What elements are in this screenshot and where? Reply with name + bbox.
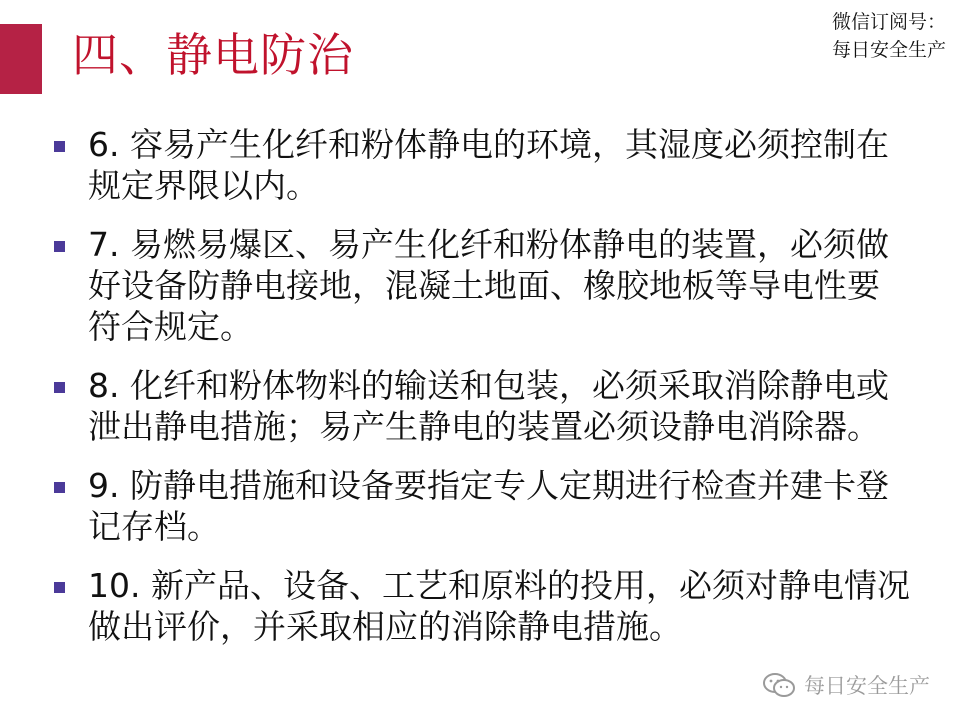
bullet-text: 9. 防静电措施和设备要指定专人定期进行检查并建卡登记存档。 [88,466,889,546]
bullet-text: 7. 易燃易爆区、易产生化纤和粉体静电的装置，必须做好设备防静电接地，混凝土地面、橡胶地板等导电性要符合规定。 [88,225,889,346]
bullet-square-icon [54,141,65,152]
subscription-line-2: 每日安全生产 [831,39,946,61]
bullet-item [52,565,912,647]
bullet-list [52,124,912,665]
bullet-square-icon [54,582,65,593]
title-accent-bar [0,24,42,94]
slide-title: 四、静电防治 [72,28,354,82]
wechat-icon [762,672,796,698]
watermark-text: 每日安全生产 [804,674,930,698]
bullet-square-icon [54,482,65,493]
watermark [762,670,930,700]
bullet-item [52,365,912,447]
bullet-text: 10. 新产品、设备、工艺和原料的投用，必须对静电情况做出评价，并采取相应的消除静电措施。 [88,566,910,646]
bullet-square-icon [54,382,65,393]
bullet-item [52,224,912,347]
bullet-text: 8. 化纤和粉体物料的输送和包装，必须采取消除静电或泄出静电措施；易产生静电的装置必须设静电消除器。 [88,366,889,446]
bullet-item [52,124,912,206]
subscription-line-1: 微信订阅号： [831,11,946,33]
bullet-item [52,465,912,547]
bullet-square-icon [54,241,65,252]
subscription-label [832,8,946,64]
bullet-text: 6. 容易产生化纤和粉体静电的环境，其湿度必须控制在规定界限以内。 [88,125,889,205]
